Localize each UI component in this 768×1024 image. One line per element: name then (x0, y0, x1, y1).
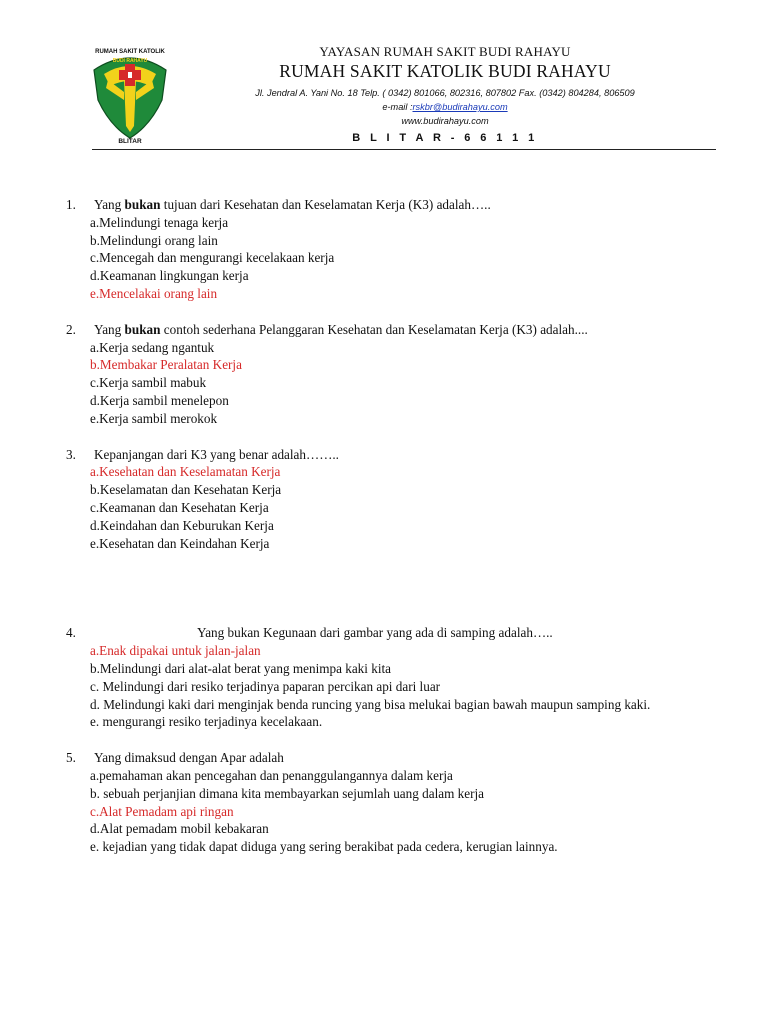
question-item (66, 624, 726, 731)
city-postcode: B L I T A R - 6 6 1 1 1 (352, 132, 538, 144)
header-divider (92, 149, 716, 150)
answer-option-correct: a.Kesehatan dan Keselamatan Kerja (90, 464, 281, 480)
answer-option: b.Melindungi dari alat-alat berat yang menimpa kaki kita (90, 660, 392, 676)
question-number: 2. (66, 321, 76, 337)
answer-option: c.Kerja sambil mabuk (90, 375, 207, 391)
website: www.budirahayu.com (401, 116, 489, 126)
question-item (66, 196, 726, 303)
question-number: 5. (66, 750, 76, 766)
answer-option: a.pemahaman akan pencegahan dan penanggulangannya dalam kerja (90, 767, 453, 783)
question-line (66, 321, 726, 339)
answer-options (66, 214, 726, 303)
hospital-logo-emblem (88, 40, 172, 144)
answer-option: d.Kerja sambil menelepon (90, 392, 229, 408)
question-number: 1. (66, 197, 76, 212)
question-list (66, 196, 726, 874)
question-text-post: tujuan dari Kesehatan dan Keselamatan Kerja (K3) adalah….. (160, 197, 491, 212)
hospital-name: RUMAH SAKIT KATOLIK BUDI RAHAYU (279, 61, 611, 81)
letterhead-text (172, 36, 718, 144)
question-item (66, 446, 726, 553)
answer-option-correct: a.Enak dipakai untuk jalan-jalan (90, 643, 261, 659)
question-text-pre: Yang (94, 197, 125, 212)
answer-option: d.Keindahan dan Keburukan Kerja (90, 517, 274, 533)
hospital-logo (88, 40, 172, 144)
question-text: Yang bukan Kegunaan dari gambar yang ada di samping adalah….. (197, 625, 553, 641)
question-text-post: contoh sederhana Pelanggaran Kesehatan dan Keselamatan Kerja (K3) adalah.... (160, 321, 588, 337)
answer-option: c. Melindungi dari resiko terjadinya paparan percikan api dari luar (90, 678, 441, 694)
answer-option: d.Alat pemadam mobil kebakaran (90, 821, 269, 837)
question-text (94, 321, 726, 339)
answer-option-correct: c.Alat Pemadam api ringan (90, 803, 234, 819)
answer-option: e.Kesehatan dan Keindahan Kerja (90, 535, 270, 551)
question-number: 4. (66, 625, 76, 641)
letterhead (88, 36, 718, 150)
question-line (66, 624, 726, 642)
email-line (172, 100, 718, 114)
answer-option-correct: b.Membakar Peralatan Kerja (90, 357, 242, 373)
question-text: Kepanjangan dari K3 yang benar adalah…….. (94, 446, 339, 462)
question-item (66, 321, 726, 428)
question-text: Yang dimaksud dengan Apar adalah (94, 750, 284, 766)
answer-option: b.Melindungi orang lain (90, 232, 218, 248)
answer-option: e. kejadian yang tidak dapat diduga yang sering berakibat pada cedera, kerugian lainnya. (90, 839, 558, 855)
logo-bottom-text: BLITAR (118, 138, 142, 144)
answer-option: e.Kerja sambil merokok (90, 410, 218, 426)
answer-option: a.Melindungi tenaga kerja (90, 214, 229, 230)
logo-top-text: RUMAH SAKIT KATOLIK (95, 49, 165, 55)
answer-option: e. mengurangi resiko terjadinya kecelakaan. (90, 714, 323, 730)
answer-options (66, 339, 726, 428)
question-text-pre: Yang (94, 321, 125, 337)
question-line (66, 196, 726, 214)
logo-mid-text: BUDI RAHAYU (112, 58, 148, 64)
question-text-bold: bukan (124, 197, 161, 212)
answer-options (66, 642, 726, 731)
email-link[interactable]: rskbr@budirahayu.com (412, 102, 508, 112)
answer-option: b.Keselamatan dan Kesehatan Kerja (90, 482, 282, 498)
question-line (66, 446, 726, 464)
question-text (94, 196, 726, 214)
answer-option: c.Keamanan dan Kesehatan Kerja (90, 499, 269, 515)
question-text-bold: bukan (124, 321, 161, 337)
foundation-name: YAYASAN RUMAH SAKIT BUDI RAHAYU (319, 44, 571, 59)
question-line (66, 749, 726, 767)
email-label: e-mail : (382, 102, 413, 112)
answer-options (66, 463, 726, 552)
answer-option: b. sebuah perjanjian dimana kita membayarkan sejumlah uang dalam kerja (90, 785, 485, 801)
answer-option: a.Kerja sedang ngantuk (90, 339, 215, 355)
answer-option: c.Mencegah dan mengurangi kecelakaan kerja (90, 250, 335, 266)
answer-option-correct: e.Mencelakai orang lain (90, 285, 218, 301)
answer-option: d. Melindungi kaki dari menginjak benda runcing yang bisa melukai bagian bawah maupun samping kaki. (90, 696, 651, 712)
hospital-address: Jl. Jendral A. Yani No. 18 Telp. ( 0342) 801066, 802316, 807802 Fax. (0342) 804284, 806509 (255, 88, 635, 98)
answer-options (66, 767, 726, 856)
answer-option: d.Keamanan lingkungan kerja (90, 268, 249, 284)
question-number: 3. (66, 446, 76, 462)
question-item (66, 749, 726, 856)
